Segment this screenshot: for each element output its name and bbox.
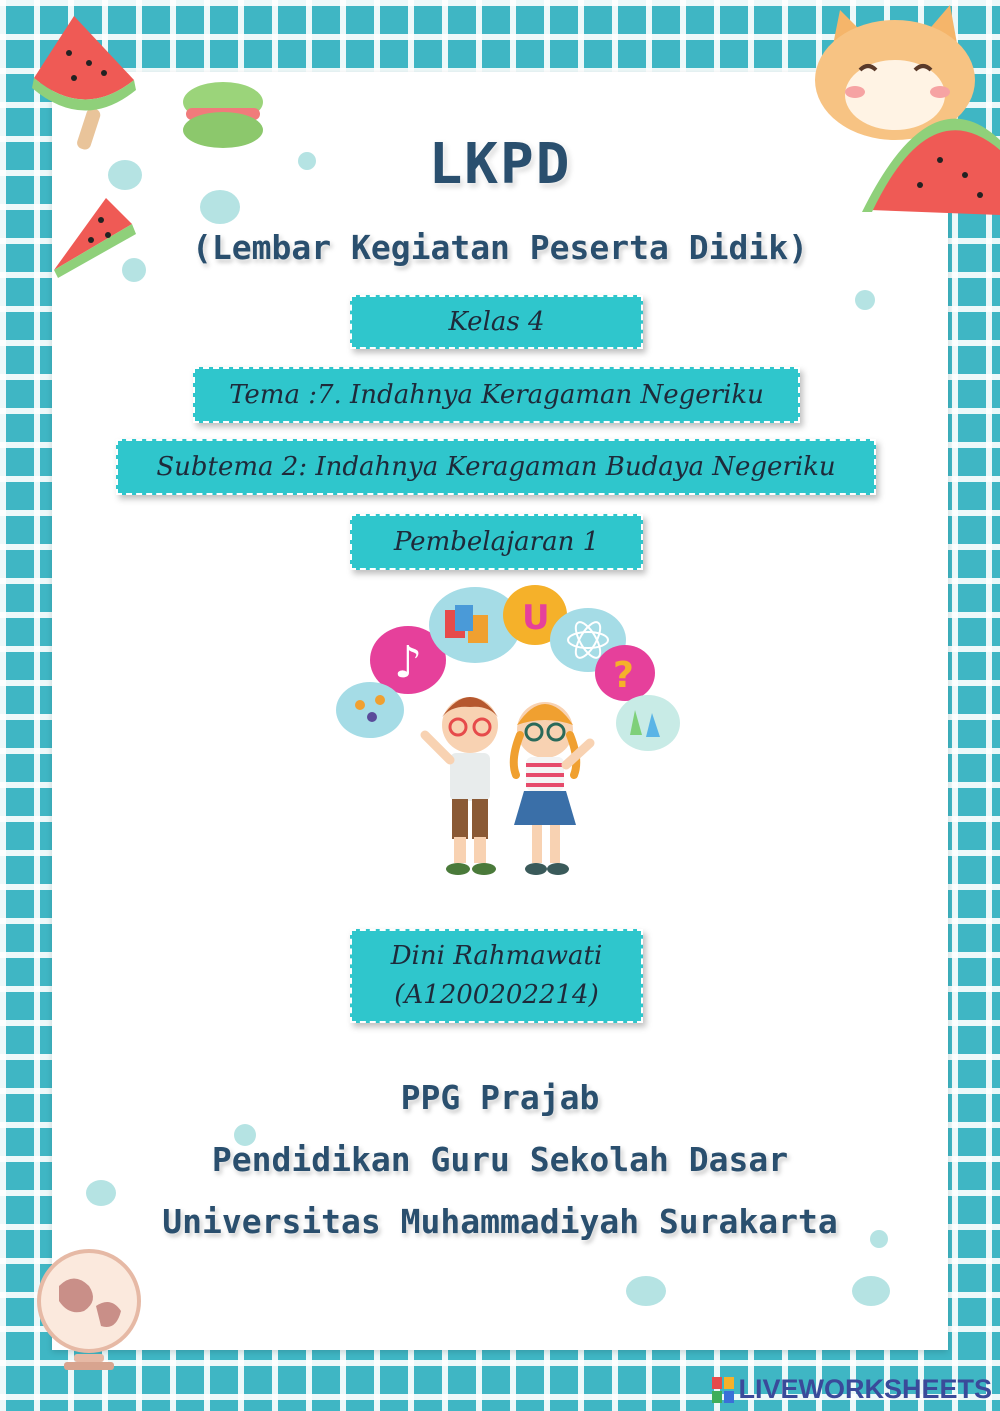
subtema-label: Subtema 2: Indahnya Keragaman Budaya Negeriku — [156, 452, 836, 482]
question-mark-icon: ? — [613, 655, 634, 696]
author-name: Dini Rahmawati — [390, 941, 603, 971]
tema-label: Tema :7. Indahnya Keragaman Negeriku — [229, 380, 764, 410]
author-id: (A1200202214) — [394, 980, 599, 1010]
kids-learning-illustration — [330, 585, 690, 885]
kelas-box — [350, 295, 643, 349]
page-title: LKPD — [428, 132, 572, 197]
paper-scallop-edge — [280, 52, 840, 92]
pembelajaran-box — [350, 514, 643, 570]
tema-box — [193, 367, 800, 423]
author-box — [350, 929, 643, 1023]
music-note-icon: ♪ — [394, 637, 423, 688]
subtema-box — [116, 439, 876, 495]
kelas-label: Kelas 4 — [448, 307, 545, 337]
footer-department: Pendidikan Guru Sekolah Dasar — [211, 1140, 789, 1179]
globe-icon — [34, 1246, 144, 1376]
watermark-text: LIVEWORKSHEETS — [738, 1374, 992, 1404]
magnet-icon: U — [522, 598, 550, 638]
footer-program: PPG Prajab — [400, 1078, 600, 1117]
pembelajaran-label: Pembelajaran 1 — [393, 527, 600, 557]
liveworksheets-watermark[interactable] — [712, 1374, 992, 1405]
decor-dot — [626, 1276, 666, 1306]
footer-university: Universitas Muhammadiyah Surakarta — [162, 1202, 838, 1241]
decor-dot — [855, 290, 875, 310]
liveworksheets-logo-icon — [712, 1377, 734, 1403]
decor-dot — [852, 1276, 890, 1306]
page-subtitle: (Lembar Kegiatan Peserta Didik) — [192, 228, 808, 267]
